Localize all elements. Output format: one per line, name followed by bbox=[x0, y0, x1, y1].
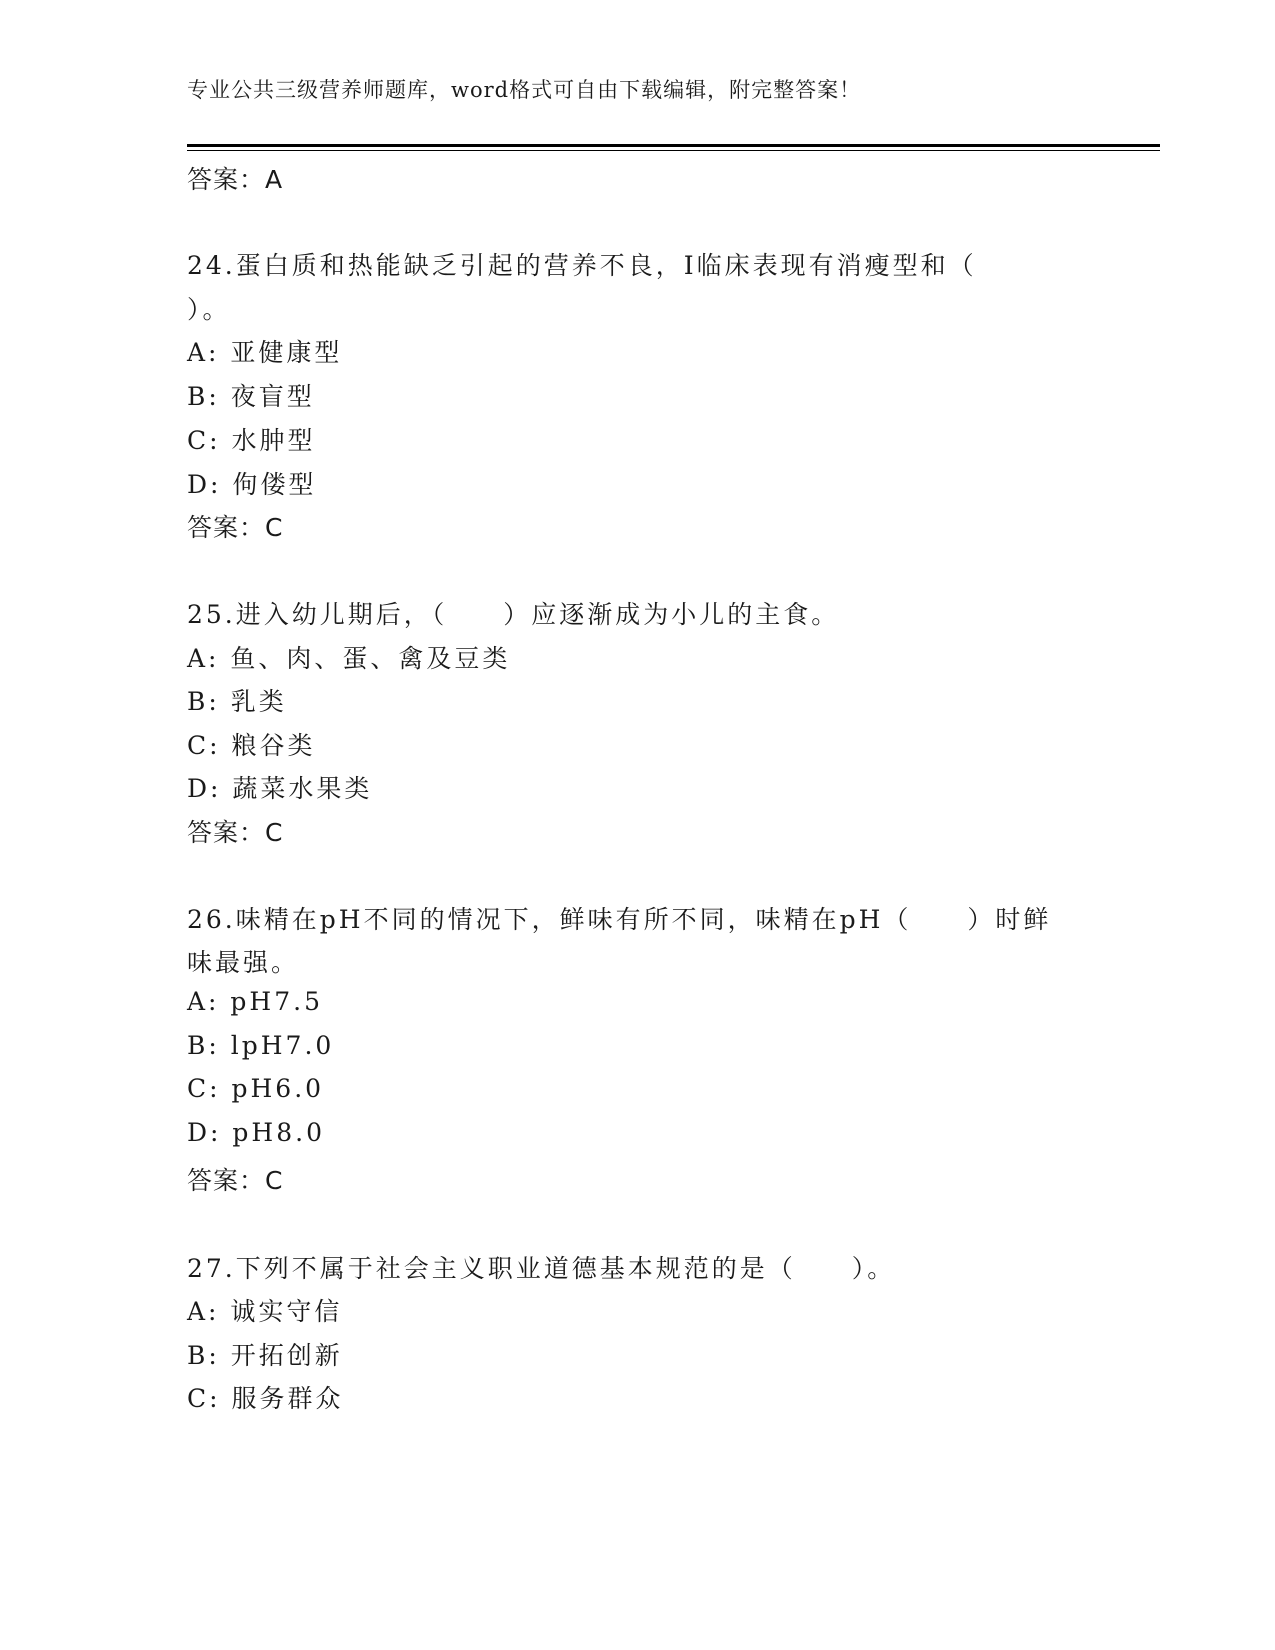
question-27-option-c: C: 服务群众 bbox=[187, 1384, 344, 1413]
question-26-option-d: D: pH8.0 bbox=[187, 1118, 325, 1147]
question-26-option-a: A: pH7.5 bbox=[187, 987, 323, 1016]
question-27-stem: 27.下列不属于社会主义职业道德基本规范的是（ ）。 bbox=[187, 1254, 896, 1283]
question-24-option-a: A: 亚健康型 bbox=[187, 338, 343, 367]
answer-25: 答案：C bbox=[187, 818, 284, 847]
answer-24: 答案：C bbox=[187, 513, 284, 542]
question-25-option-c: C: 粮谷类 bbox=[187, 731, 316, 760]
question-27-option-a: A: 诚实守信 bbox=[187, 1297, 343, 1326]
question-26-stem: 26.味精在pH不同的情况下，鲜味有所不同，味精在pH（ ）时鲜 bbox=[187, 905, 1052, 934]
question-26-stem-continued: 味最强。 bbox=[187, 948, 300, 977]
question-25-option-d: D: 蔬菜水果类 bbox=[187, 774, 373, 803]
header-divider bbox=[187, 144, 1160, 151]
question-24-stem: 24.蛋白质和热能缺乏引起的营养不良，I临床表现有消瘦型和（ bbox=[187, 251, 977, 280]
question-24-option-b: B: 夜盲型 bbox=[187, 382, 315, 411]
question-24-stem-continued: ）。 bbox=[187, 295, 231, 324]
answer-23: 答案：A bbox=[187, 165, 284, 194]
question-25-stem: 25.进入幼儿期后，（ ）应逐渐成为小儿的主食。 bbox=[187, 600, 840, 629]
question-26-option-b: B: lpH7.0 bbox=[187, 1031, 335, 1060]
page-header: 专业公共三级营养师题库，word格式可自由下载编辑，附完整答案！ bbox=[187, 78, 862, 102]
question-24-option-d: D: 佝偻型 bbox=[187, 470, 317, 499]
question-27-option-b: B: 开拓创新 bbox=[187, 1341, 343, 1370]
question-26-option-c: C: pH6.0 bbox=[187, 1074, 325, 1103]
answer-26: 答案：C bbox=[187, 1166, 284, 1195]
question-25-option-a: A: 鱼、肉、蛋、禽及豆类 bbox=[187, 644, 511, 673]
question-24-option-c: C: 水肿型 bbox=[187, 426, 316, 455]
question-25-option-b: B: 乳类 bbox=[187, 687, 287, 716]
